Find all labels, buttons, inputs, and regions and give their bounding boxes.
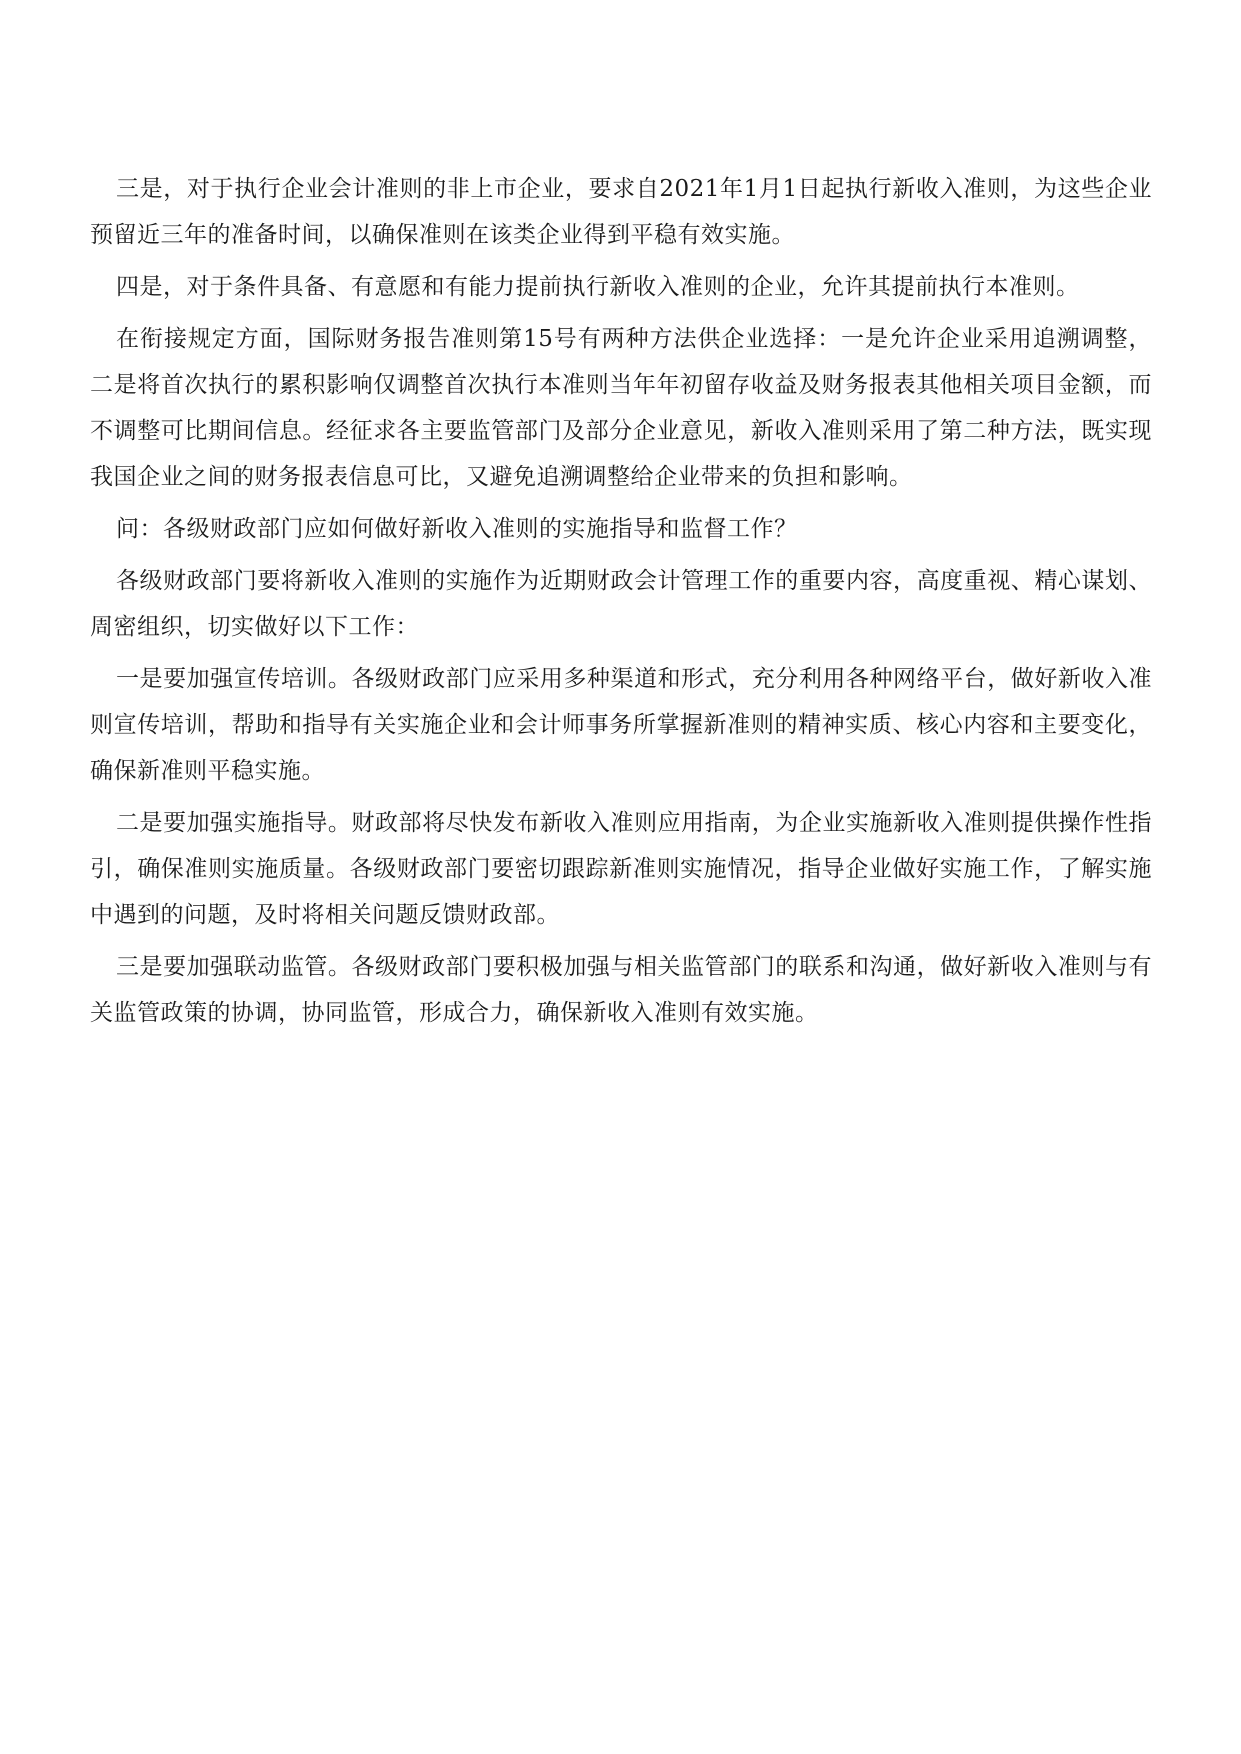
paragraph-guidance: 二是要加强实施指导。财政部将尽快发布新收入准则应用指南，为企业实施新收入准则提供操作性指引，确保准则实施质量。各级财政部门要密切跟踪新准则实施情况，指导企业做好实施工作，了解实施中遇到的问题，及时将相关问题反馈财政部。 (90, 810, 1152, 928)
paragraph-training: 一是要加强宣传培训。各级财政部门应采用多种渠道和形式，充分利用各种网络平台，做好新收入准则宣传培训，帮助和指导有关实施企业和会计师事务所掌握新准则的精神实质、核心内容和主要变化，确保新准则平稳实施。 (90, 666, 1152, 784)
paragraph-answer-intro: 各级财政部门要将新收入准则的实施作为近期财政会计管理工作的重要内容，高度重视、精心谋划、周密组织，切实做好以下工作： (90, 568, 1152, 640)
paragraph-early-adoption: 四是，对于条件具备、有意愿和有能力提前执行新收入准则的企业，允许其提前执行本准则。 (116, 274, 1080, 300)
paragraph-supervision: 三是要加强联动监管。各级财政部门要积极加强与相关监管部门的联系和沟通，做好新收入准则与有关监管政策的协调，协同监管，形成合力，确保新收入准则有效实施。 (90, 954, 1152, 1026)
document-body (90, 166, 1152, 1042)
paragraph-transition-rules: 在衔接规定方面，国际财务报告准则第15号有两种方法供企业选择：一是允许企业采用追溯调整，二是将首次执行的累积影响仅调整首次执行本准则当年年初留存收益及财务报表其他相关项目金额，而不调整可比期间信息。经征求各主要监管部门及部分企业意见，新收入准则采用了第二种方法，既实现我国企业之间的财务报表信息可比，又避免追溯调整给企业带来的负担和影响。 (90, 326, 1152, 490)
paragraph-standard-non-listed: 三是，对于执行企业会计准则的非上市企业，要求自2021年1月1日起执行新收入准则，为这些企业预留近三年的准备时间，以确保准则在该类企业得到平稳有效实施。 (90, 176, 1152, 248)
paragraph-question: 问：各级财政部门应如何做好新收入准则的实施指导和监督工作？ (116, 516, 798, 542)
